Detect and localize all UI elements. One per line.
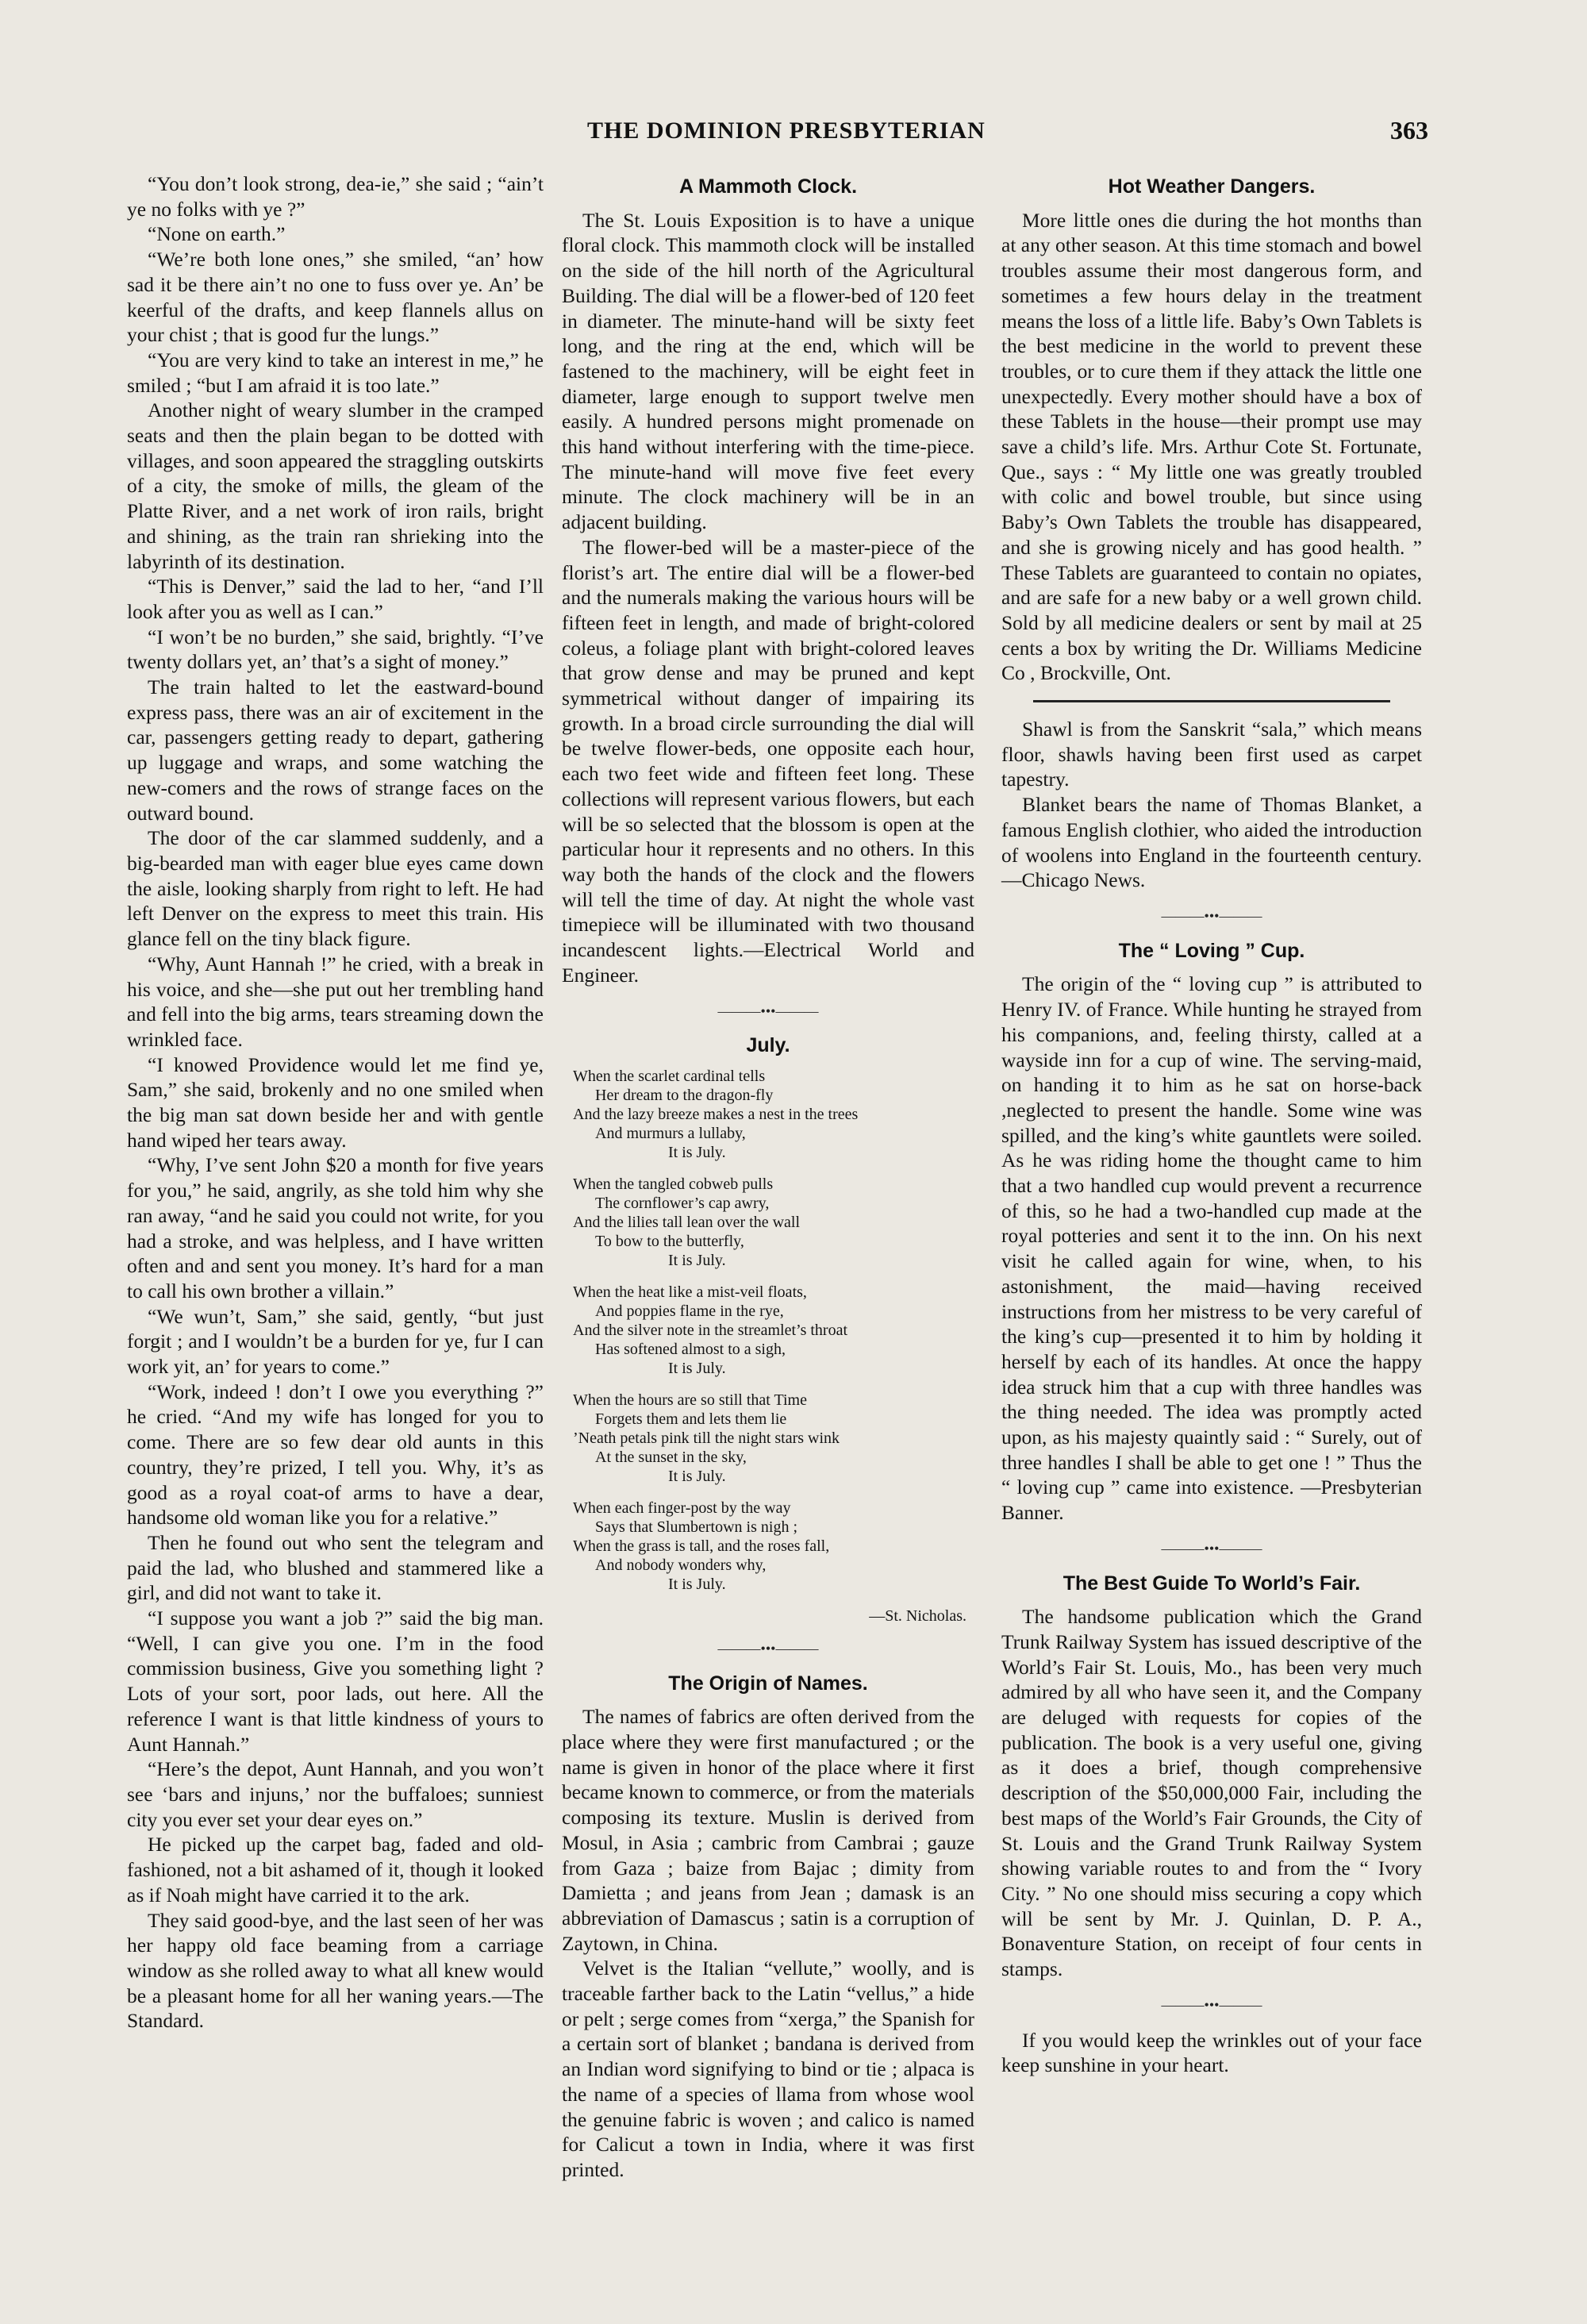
poem-line: When the scarlet cardinal tells [573,1067,766,1085]
poem-stanza [573,1499,974,1594]
paragraph: “You don’t look strong, dea-ie,” she said ; “ain’t ye no folks with ye ?” [127,172,544,221]
article-title-best-guide: The Best Guide To World’s Fair. [1062,1572,1361,1595]
poem-attribution: —St. Nicholas. [869,1606,966,1625]
paragraph: “This is Denver,” said the lad to her, “and I’ll look after you as well as I can.” [127,575,544,623]
paragraph: The origin of the “ loving cup ” is attributed to Henry IV. of France. While hunting he strayed from his companions, and, feeling thirsty, called at a wayside inn for a cup of wine. The serving-maid, on handing it to him as he sat on horse-back ,neglected to present the handle. Some wine was spilled, and the king’s white gauntlets were soiled. As he was riding home the thought came to him that a two handled cup would prevent a recurrence of this, so he had a two-handled cup made at the royal potteries and sent it to the inn. On his next visit he called again for wine, when, to his astonishment, the maid—having received instructions from her mistress to be very careful of the king’s cup—presented it to him by holding it herself by each of its handles. At once the happy idea struck him that a cup with three handles was the thing needed. The idea was promptly acted upon, as his majesty quaintly said : “ Surely, out of three handles I shall be able to get one ! ” Thus the “ loving cup ” came into existence. —Presbyterian Banner. [1001,972,1422,1525]
paragraph: Shawl is from the Sanskrit “sala,” which means floor, shawls having been first used as carpet tapestry. [1001,718,1422,791]
paragraph: “Why, Aunt Hannah !” he cried, with a break in his voice, and she—she put out her trembling hand and fell into the big arms, tears streaming down the wrinkled face. [127,952,544,1051]
poem-line: It is July. [668,1467,726,1485]
paragraph: The train halted to let the eastward-bound express pass, there was an air of excitement in the car, passengers getting ready to depart, gathering up luggage and wraps, and some watching the new-comers and the rows of strange faces on the outward bound. [127,675,544,825]
paragraph: “Why, I’ve sent John $20 a month for five years for you,” he said, angrily, as she told him why she ran away, “and he said you could not write, for you had a stroke, and was helpless, and I have written often and and sent you money. It’s hard for a man to call his own brother a villain.” [127,1153,544,1302]
poem-line: ’Neath petals pink till the night stars wink [573,1429,840,1447]
paragraph: “I won’t be no burden,” she said, brightly. “I’ve twenty dollars yet, an’ that’s a sight of money.” [127,625,544,674]
poem-line: To bow to the butterfly, [595,1232,744,1250]
ornament-divider: ———•••——— [717,1002,819,1019]
paragraph: “You are very kind to take an interest in me,” he smiled ; “but I am afraid it is too late.” [127,348,544,397]
poem-stanza [573,1067,974,1162]
poem-line: When each finger-post by the way [573,1499,791,1517]
ornament-divider: ———•••——— [1161,1996,1262,2013]
paragraph: They said good-bye, and the last seen of her was her happy old face beaming from a carriage window as she rolled away to what all knew would be a pleasant home for all her waning years.—The Standard. [127,1908,544,2033]
poem-line: Her dream to the dragon-fly [595,1086,774,1104]
page-header: THE DOMINION PRESBYTERIAN [587,117,986,144]
article-body-loving-cup [1001,972,1422,1525]
column-3 [1001,171,1422,2078]
poem-july [573,1067,974,1626]
paragraph: The door of the car slammed suddenly, and a big-bearded man with eager blue eyes came down the aisle, looking sharply from right to left. He had left Denver on the express to meet this train. His glance fell on the tiny black figure. [127,826,544,951]
paragraph: “We’re both lone ones,” she smiled, “an’ how sad it be there ain’t no one to fuss over ye. An’ be keerful of the drafts, and keep flannels allus on your chist ; that is good fur the lungs.” [127,248,544,347]
paragraph: The handsome publication which the Grand Trunk Railway System has issued descriptive of the World’s Fair St. Louis, Mo., has been very much admired by all who have seen it, and the Company are deluged with requests for copies of the publication. The book is a very useful one, giving as it does a brief, though comprehensive description of the $50,000,000 Fair, including the best maps of the World’s Fair Grounds, the City of St. Louis and the Grand Trunk Railway System showing variable routes to and from the “ Ivory City. ” No one should miss securing a copy which will be sent by Mr. J. Quinlan, D. P. A., Bonaventure Station, on receipt of four cents in stamps. [1001,1605,1422,1981]
poem-line: When the heat like a mist-veil floats, [573,1283,807,1301]
poem-stanza [573,1391,974,1486]
paragraph: Then he found out who sent the telegram and paid the lad, who blushed and stammered like a girl, and did not want to take it. [127,1530,544,1605]
article-body-mammoth-clock [562,208,974,988]
poem-line: Has softened almost to a sigh, [595,1340,786,1358]
paragraph: “I knowed Providence would let me find ye, Sam,” she said, brokenly and no one smiled when the big man sat down beside her and with gentle hand wiped her tears away. [127,1052,544,1152]
article-title-mammoth-clock: A Mammoth Clock. [678,175,858,198]
paragraph: “We wun’t, Sam,” she said, gently, “but just forgit ; and I wouldn’t be a burden for ye, fur I can work yit, an’ for years to come.” [127,1304,544,1379]
poem-line: Forgets them and lets them lie [595,1410,787,1428]
poem-line: When the grass is tall, and the roses fall, [573,1537,830,1555]
paragraph: The names of fabrics are often derived from the place where they were first manufactured ; or the name is given in honor of the place where it first became known to commerce, or from the materials composing its texture. Muslin is derived from Mosul, in Asia ; cambric from Cambrai ; gauze from Gaza ; baize from Bajac ; dimity from Damietta ; and jeans from Jean ; damask is an abbreviation of Damascus ; satin is a corruption of Zaytown, in China. [562,1705,974,1955]
article-body-best-guide [1001,1604,1422,1982]
paragraph: “Work, indeed ! don’t I owe you everything ?” he cried. “And my wife has longed for you to come. There are so few dear old aunts in this country, they’re prized, I tell you. Why, it’s as good as a royal coat-of arms to have a dear, handsome old woman like you for a relative.” [127,1379,544,1529]
paragraph: The St. Louis Exposition is to have a unique floral clock. This mammoth clock will be installed on the side of the hill north of the Agricultural Building. The dial will be a flower-bed of 120 feet in diameter. The minute-hand will be sixty feet long, and the ring at the end, which will be fastened to the machinery, will be eight feet in diameter, large enough to support twelve men easily. A hundred persons might promenade on this hand without interfering with the time-piece. The minute-hand will move five feet every minute. The clock machinery will be in an adjacent building. [562,208,974,534]
article-title-hot-weather: Hot Weather Dangers. [1108,175,1316,198]
poem-line: It is July. [668,1575,726,1593]
poem-line: It is July. [668,1359,726,1377]
page-number: 363 [1390,116,1428,144]
paragraph: More little ones die during the hot months than at any other season. At this time stomach and bowel troubles assume their most dangerous form, and sometimes a few hours delay in the treatment means the loss of a little life. Baby’s Own Tablets is the best medicine in the world to prevent these troubles, or to cure them if they attack the little one unexpectedly. Every mother should have a box of these Tablets in the house—their prompt use may save a child’s life. Mrs. Arthur Cote St. Fortunate, Que., says : “ My little one was greatly troubled with colic and bowel trouble, but since using Baby’s Own Tablets the trouble has disappeared, and she is growing nicely and has good health. ” These Tablets are guaranteed to contain no opiates, and are safe for a new baby or a well grown child. Sold by all medicine dealers or sent by mail at 25 cents a box by writing the Dr. Williams Medicine Co , Brockville, Ont. [1001,208,1422,685]
ornament-divider: ———•••——— [717,1640,819,1656]
article-body-hot-weather [1001,208,1422,686]
paragraph: “Here’s the depot, Aunt Hannah, and you won’t see ‘bars and injuns,’ nor the buffaloes; sunniest city you ever set your dear eyes on.” [127,1757,544,1831]
ornament-divider: ———•••——— [1161,1540,1262,1556]
ornament-divider: ———•••——— [1161,907,1262,924]
paragraph: He picked up the carpet bag, faded and old-fashioned, not a bit ashamed of it, though it looked as if Noah might have carried it to the ark. [127,1833,544,1907]
column-2 [562,171,974,2183]
poem-line: And murmurs a lullaby, [595,1124,746,1142]
poem-line: It is July. [668,1251,726,1269]
paragraph: “None on earth.” [148,222,286,246]
poem-line: Says that Slumbertown is nigh ; [595,1518,797,1536]
poem-line: At the sunset in the sky, [595,1448,747,1466]
poem-line: When the tangled cobweb pulls [573,1175,774,1193]
paragraph: Blanket bears the name of Thomas Blanket, a famous English clothier, who aided the introduction of woolens into England in the fourteenth century.—Chicago News. [1001,793,1422,892]
closing-proverb: If you would keep the wrinkles out of your face keep sunshine in your heart. [1001,2028,1422,2077]
poem-line: And the lazy breeze makes a nest in the trees [573,1105,859,1123]
poem-stanza [573,1283,974,1378]
article-title-loving-cup: The “ Loving ” Cup. [1118,939,1305,962]
article-body-origin-of-names [562,1704,974,2182]
article-body-shawl [1001,717,1422,893]
poem-title-july: July. [746,1034,790,1057]
poem-stanza [573,1175,974,1270]
paragraph: The flower-bed will be a master-piece of the florist’s art. The entire dial will be a flower-bed and the numerals making the various hours will be fifteen feet in length, and made of bright-colored coleus, a foliage plant with bright-colored leaves that grow dense and may be pruned and kept symmetrical without danger of impairing its growth. In a broad circle surrounding the dial will be twelve flower-beds, one opposite each hour, each two feet wide and fifteen feet long. These collections will represent various flowers, but each will be so selected that the blossom is open at the particular hour it represents and no others. In this way both the hands of the clock and the flowers will tell the time of day. At night the whole vast timepiece will be illuminated with two thousand incandescent lights.—Electrical World and Engineer. [562,535,974,987]
poem-line: And the silver note in the streamlet’s throat [573,1321,848,1339]
paragraph: “I suppose you want a job ?” said the big man. “Well, I can give you one. I’m in the food commission business, Give you something light ? Lots of your sort, poor lads, out here. All the reference I want is that little kindness of yours to Aunt Hannah.” [127,1606,544,1756]
paragraph: Another night of weary slumber in the cramped seats and then the plain began to be dotted with villages, and soon appeared the straggling outskirts of a city, the smoke of mills, the gleam of the Platte River, and a net work of iron rails, bright and shining, as the train ran shrieking into the labyrinth of its destination. [127,398,544,573]
poem-line: And the lilies tall lean over the wall [573,1213,801,1231]
column-1 [127,171,544,2034]
poem-line: And nobody wonders why, [595,1556,767,1574]
poem-line: When the hours are so still that Time [573,1391,807,1409]
poem-line: It is July. [668,1143,726,1161]
paragraph: Velvet is the Italian “vellute,” woolly, and is traceable farther back to the Latin “vellus,” a hide or pelt ; serge comes from “xerga,” the Spanish for a certain sort of blanket ; bandana is derived from an Indian word signifying to bind or tie ; alpaca is the name of a species of llama from whose wool the genuine fabric is woven ; and calico is named for Calicut a town in India, where it was first printed. [562,1957,974,2181]
article-title-origin-of-names: The Origin of Names. [668,1672,868,1695]
poem-line: And poppies flame in the rye, [595,1302,784,1320]
poem-line: The cornflower’s cap awry, [595,1194,770,1212]
divider-rule [1033,700,1390,702]
